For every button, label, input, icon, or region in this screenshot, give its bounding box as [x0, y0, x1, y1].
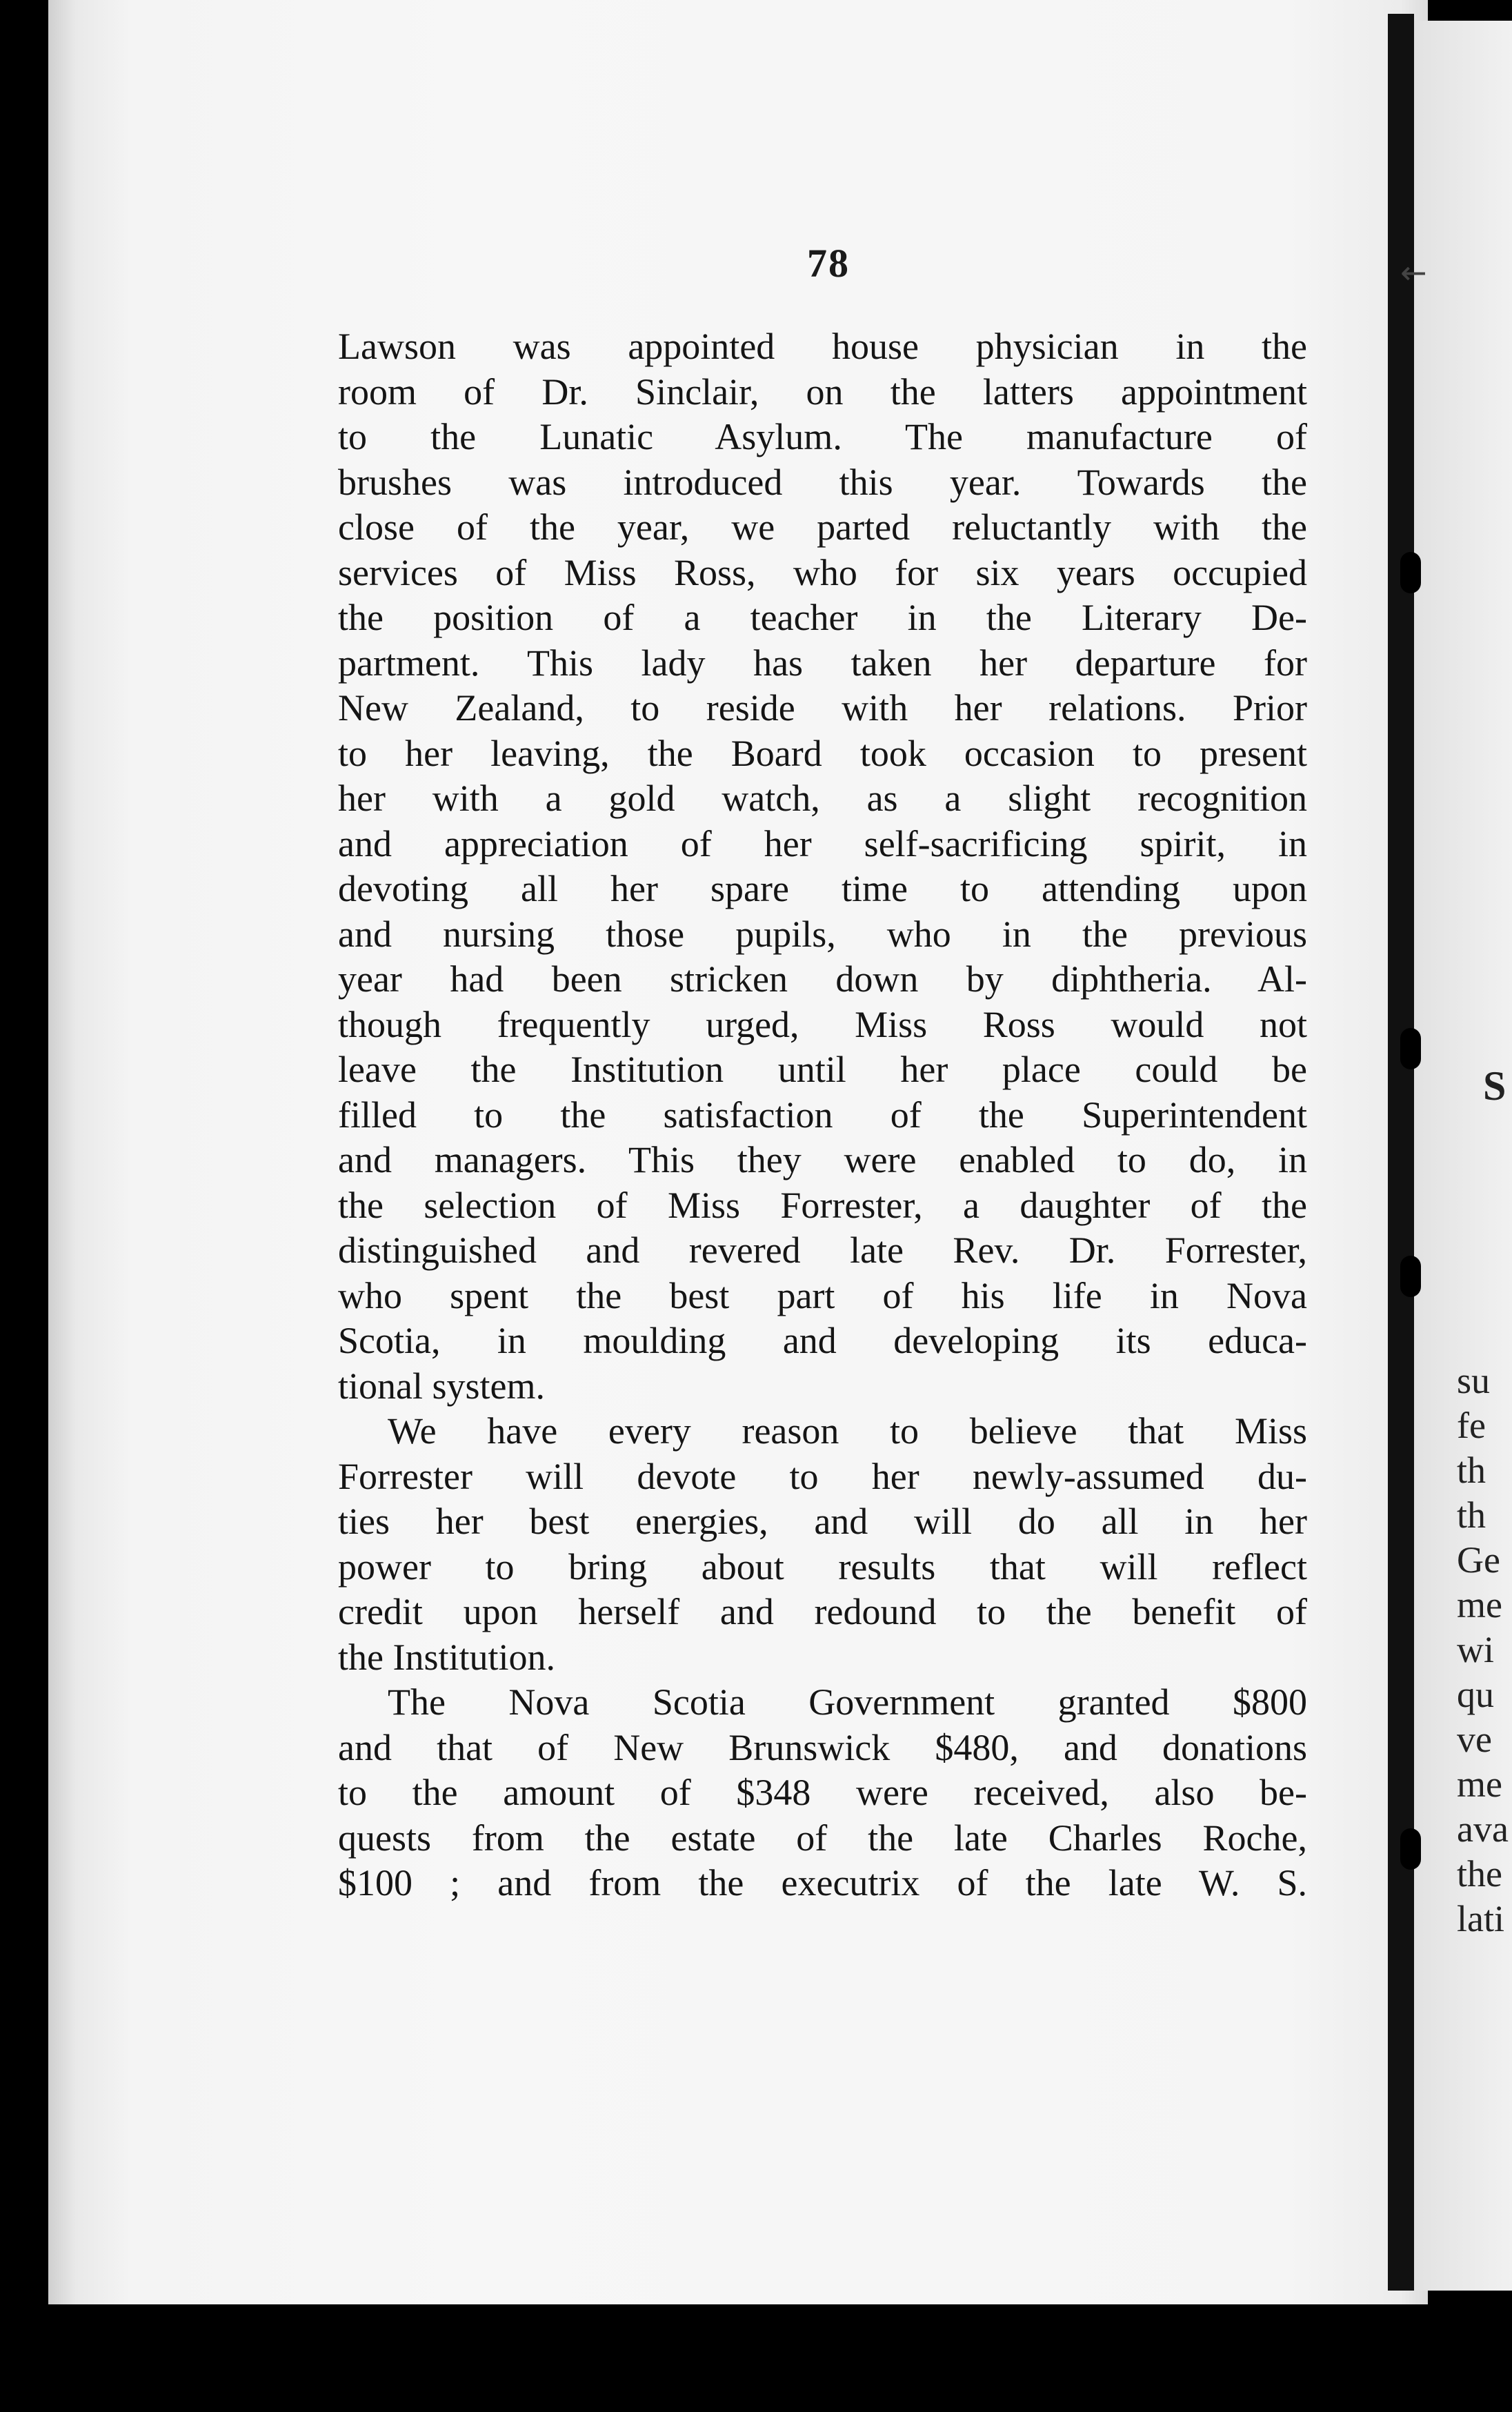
text-line: services of Miss Ross, who for six years occupied [338, 551, 1307, 593]
text-line: New Zealand, to reside with her relations. Prior [338, 687, 1307, 729]
text-line: and appreciation of her self-sacrificing spirit, in [338, 822, 1307, 864]
text-line: and nursing those pupils, who in the previous [338, 913, 1307, 955]
text-line: $100 ; and from the executrix of the late W. S. [338, 1862, 1307, 1904]
text-line: tional system. [338, 1365, 545, 1407]
facing-page-line-fragment: th [1457, 1450, 1486, 1491]
text-line: to her leaving, the Board took occasion to present [338, 732, 1307, 774]
text-line: the Institution. [338, 1636, 555, 1678]
text-line: Forrester will devote to her newly-assumed du- [338, 1455, 1307, 1497]
text-line: her with a gold watch, as a slight recognition [338, 778, 1307, 819]
text-line: who spent the best part of his life in Nova [338, 1274, 1307, 1316]
text-line: though frequently urged, Miss Ross would not [338, 1003, 1307, 1045]
facing-page-line-fragment: ava [1457, 1808, 1509, 1850]
text-line: to the Lunatic Asylum. The manufacture of [338, 416, 1307, 457]
text-line: credit upon herself and redound to the benefit of [338, 1591, 1307, 1632]
facing-page-line-fragment: Ge [1457, 1539, 1500, 1581]
text-line: quests from the estate of the late Charles Roche, [338, 1817, 1307, 1859]
body-text [338, 324, 1307, 1906]
text-line: close of the year, we parted reluctantly with the [338, 506, 1307, 548]
facing-page-line-fragment: the [1457, 1853, 1502, 1895]
text-line: devoting all her spare time to attending upon [338, 868, 1307, 909]
binding-gutter [1388, 14, 1414, 2291]
facing-page-line-fragment: su [1457, 1360, 1491, 1401]
text-line: ties her best energies, and will do all in her [338, 1501, 1307, 1542]
facing-page-edge [1414, 21, 1512, 2291]
margin-arrow-mark: ← [1400, 254, 1427, 291]
binding-stitch [1400, 552, 1421, 593]
facing-page-line-fragment: wi [1457, 1629, 1494, 1670]
text-line: distinguished and revered late Rev. Dr. Forrester, [338, 1229, 1307, 1271]
facing-page-line-fragment: th [1457, 1494, 1486, 1536]
facing-page-line-fragment: qu [1457, 1674, 1494, 1715]
text-line: partment. This lady has taken her departure for [338, 642, 1307, 684]
text-line: and that of New Brunswick $480, and donations [338, 1726, 1307, 1768]
facing-page-line-fragment: lati [1457, 1898, 1504, 1939]
text-line: brushes was introduced this year. Towards the [338, 461, 1307, 503]
text-line: room of Dr. Sinclair, on the latters appointment [338, 370, 1307, 413]
facing-page-line-fragment: fe [1457, 1405, 1486, 1446]
text-line: power to bring about results that will reflect [338, 1545, 1307, 1588]
text-line: filled to the satisfaction of the Superintendent [338, 1094, 1307, 1136]
text-line: the selection of Miss Forrester, a daughter of the [338, 1184, 1307, 1226]
text-line: the position of a teacher in the Literary De- [338, 597, 1307, 638]
text-line: year had been stricken down by diphtheria. Al- [338, 958, 1307, 1000]
text-line: leave the Institution until her place could be [338, 1049, 1307, 1090]
text-line: and managers. This they were enabled to do, in [338, 1139, 1307, 1180]
text-line: Scotia, in moulding and developing its educa- [338, 1320, 1307, 1361]
text-line: Lawson was appointed house physician in the [338, 326, 1307, 367]
binding-stitch [1400, 1028, 1421, 1069]
facing-page-line-fragment: ve [1457, 1719, 1492, 1760]
text-line: The Nova Scotia Government granted $800 [388, 1681, 1307, 1723]
text-line: to the amount of $348 were received, also be- [338, 1772, 1307, 1813]
facing-page-line-fragment: me [1457, 1584, 1502, 1625]
text-line: We have every reason to believe that Miss [388, 1410, 1307, 1452]
binding-stitch [1400, 1828, 1421, 1870]
page-number: 78 [807, 241, 850, 286]
facing-page-line-fragment: me [1457, 1763, 1502, 1805]
facing-page-heading-fragment: S [1483, 1063, 1506, 1109]
binding-stitch [1400, 1256, 1421, 1297]
